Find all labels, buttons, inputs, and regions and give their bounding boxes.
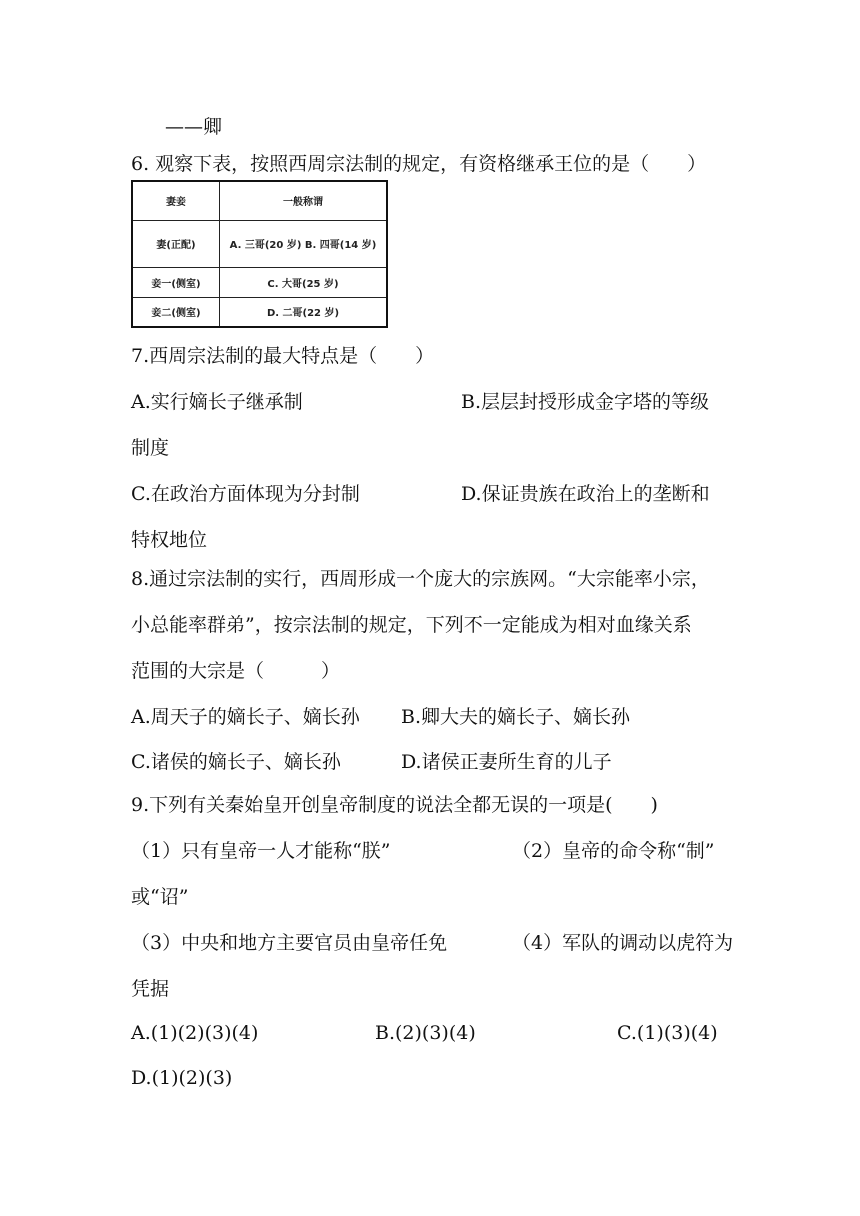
question-9-statement-2: （2）皇帝的命令称“制” <box>512 840 715 862</box>
question-7-stem: 7.西周宗法制的最大特点是（ ） <box>131 345 435 367</box>
table-cell-role: 妾二(侧室) <box>132 297 220 327</box>
table-cell-value: D. 二哥(22 岁) <box>220 297 388 327</box>
question-6-stem: 6. 观察下表，按照西周宗法制的规定，有资格继承王位的是（ ） <box>131 153 707 175</box>
question-9-stem: 9.下列有关秦始皇开创皇帝制度的说法全都无误的一项是( ) <box>131 794 658 816</box>
table-header-title: 一般称谓 <box>220 181 388 220</box>
table-cell-value: A. 三哥(20 岁) B. 四哥(14 岁) <box>220 220 388 267</box>
question-8-option-d: D.诸侯正妻所生育的儿子 <box>401 751 612 773</box>
question-8-option-a: A.周天子的嫡长子、嫡长孙 <box>131 706 360 728</box>
question-9-option-c: C.(1)(3)(4) <box>617 1022 718 1044</box>
question-9-option-d: D.(1)(2)(3) <box>131 1067 233 1089</box>
table-cell-role: 妾一(侧室) <box>132 267 220 297</box>
table-header-role: 妻妾 <box>132 181 220 220</box>
question-6-table <box>131 180 388 328</box>
question-7-option-c: C.在政治方面体现为分封制 <box>131 483 360 505</box>
question-8-option-c: C.诸侯的嫡长子、嫡长孙 <box>131 751 341 773</box>
question-9-statement-3: （3）中央和地方主要官员由皇帝任免 <box>131 932 448 954</box>
question-7-option-a: A.实行嫡长子继承制 <box>131 391 303 413</box>
question-9-statement-4: （4）军队的调动以虎符为 <box>512 932 734 954</box>
table-cell-value: C. 大哥(25 岁) <box>220 267 388 297</box>
question-8-line-3: 范围的大宗是（ ） <box>131 660 341 682</box>
question-9-statement-4-continued: 凭据 <box>131 978 170 1000</box>
question-7-option-b: B.层层封授形成金字塔的等级 <box>461 391 710 413</box>
question-7-option-d-continued: 特权地位 <box>131 529 208 551</box>
question-9-statement-2-continued: 或“诏” <box>131 886 189 908</box>
question-8-option-b: B.卿大夫的嫡长子、嫡长孙 <box>401 706 631 728</box>
question-9-statement-1: （1）只有皇帝一人才能称“朕” <box>131 840 391 862</box>
question-8-line-2: 小总能率群弟”，按宗法制的规定，下列不一定能成为相对血缘关系 <box>131 614 692 636</box>
question-9-option-b: B.(2)(3)(4) <box>375 1022 476 1044</box>
question-7-option-b-continued: 制度 <box>131 437 170 459</box>
question-9-option-a: A.(1)(2)(3)(4) <box>131 1022 259 1044</box>
table-cell-role: 妻(正配) <box>132 220 220 267</box>
question-8-line-1: 8.通过宗法制的实行，西周形成一个庞大的宗族网。“大宗能率小宗， <box>131 568 710 590</box>
question-7-option-d: D.保证贵族在政治上的垄断和 <box>461 483 710 505</box>
lead-line: ——卿 <box>165 116 223 138</box>
